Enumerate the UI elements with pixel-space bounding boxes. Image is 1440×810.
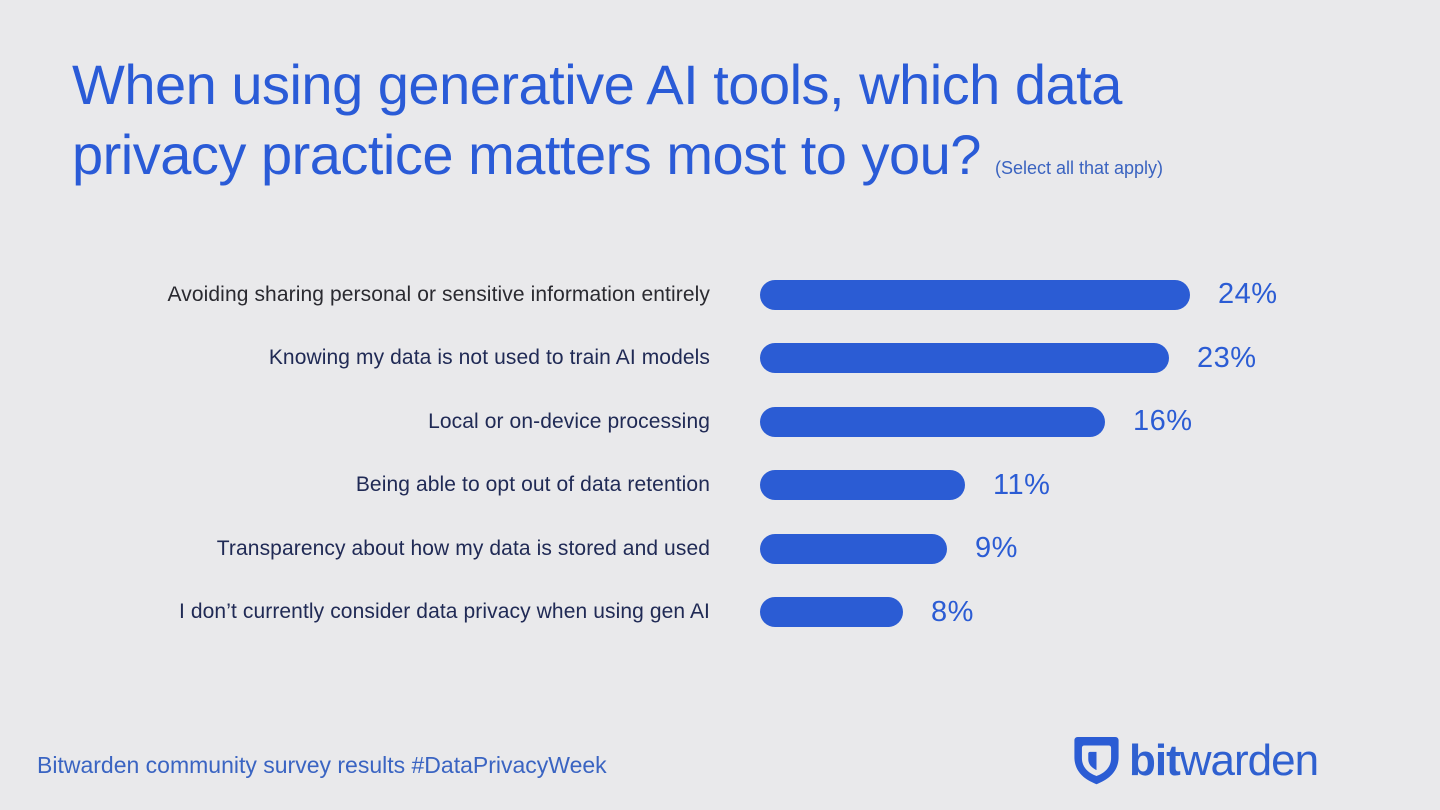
bar bbox=[760, 280, 1190, 310]
title-line2: privacy practice matters most to you? bbox=[72, 123, 981, 186]
page-title bbox=[72, 50, 1163, 203]
wordmark-warden: warden bbox=[1179, 736, 1319, 785]
bitwarden-wordmark bbox=[1129, 733, 1318, 789]
bar-value: 24% bbox=[1218, 278, 1278, 311]
bar-label: I don’t currently consider data privacy when using gen AI bbox=[179, 600, 710, 624]
bar bbox=[760, 597, 903, 627]
bar-value: 8% bbox=[931, 595, 974, 628]
chart-row bbox=[0, 581, 1440, 645]
bar-value: 9% bbox=[975, 532, 1018, 565]
chart-row bbox=[0, 327, 1440, 391]
bar bbox=[760, 343, 1169, 373]
bitwarden-logo bbox=[1073, 733, 1318, 789]
bar-value: 23% bbox=[1197, 341, 1257, 374]
bar bbox=[760, 470, 965, 500]
bitwarden-shield-icon bbox=[1073, 733, 1120, 789]
title-note: (Select all that apply) bbox=[994, 158, 1164, 178]
bar-label: Knowing my data is not used to train AI models bbox=[268, 346, 710, 370]
chart-row bbox=[0, 517, 1440, 581]
bar-value: 11% bbox=[993, 468, 1051, 501]
bar-label: Local or on-device processing bbox=[428, 409, 710, 433]
footer-caption: Bitwarden community survey results #DataPrivacyWeek bbox=[37, 752, 607, 778]
bar bbox=[760, 534, 947, 564]
chart-row bbox=[0, 454, 1440, 518]
bar-label: Being able to opt out of data retention bbox=[355, 473, 710, 497]
bar-value: 16% bbox=[1133, 405, 1193, 438]
bar bbox=[760, 407, 1105, 437]
chart-row bbox=[0, 390, 1440, 454]
bar-label: Transparency about how my data is stored and used bbox=[216, 536, 710, 560]
title-line1: When using generative AI tools, which data bbox=[72, 53, 1122, 116]
bar-label: Avoiding sharing personal or sensitive information entirely bbox=[167, 282, 710, 306]
chart-row bbox=[0, 263, 1440, 327]
wordmark-bit: bit bbox=[1129, 736, 1180, 785]
bar-chart bbox=[0, 263, 1440, 644]
